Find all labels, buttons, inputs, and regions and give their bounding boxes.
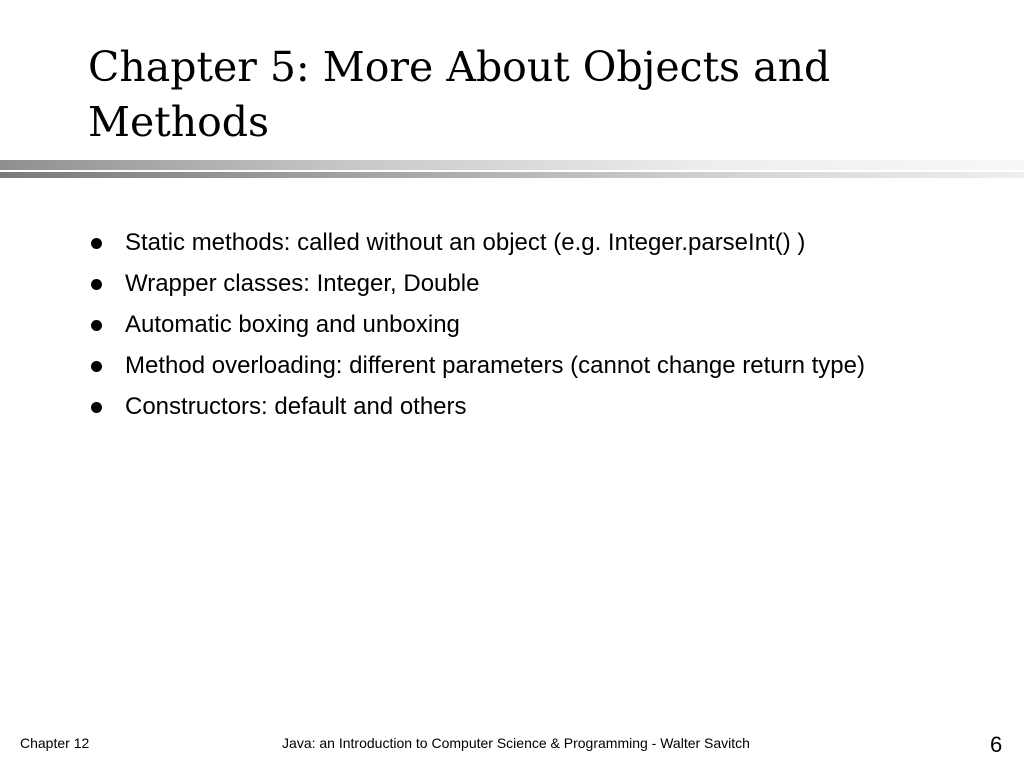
bullet-dot-icon <box>91 238 102 249</box>
bullet-dot-icon <box>91 279 102 290</box>
bullet-item <box>88 390 958 423</box>
bullet-item <box>88 308 958 341</box>
title-divider-bottom <box>0 172 1024 178</box>
bullet-text: Constructors: default and others <box>125 393 467 420</box>
bullet-text: Method overloading: different parameters (cannot change return type) <box>125 352 865 379</box>
bullet-item <box>88 226 958 259</box>
page-number: 6 <box>990 732 1003 757</box>
bullet-text: Automatic boxing and unboxing <box>125 311 460 338</box>
bullet-item <box>88 267 958 300</box>
bullet-list <box>88 226 958 431</box>
title-divider-top <box>0 160 1024 170</box>
slide-title: Chapter 5: More About Objects and Methods <box>88 43 831 146</box>
bullet-dot-icon <box>91 320 102 331</box>
bullet-dot-icon <box>91 361 102 372</box>
bullet-dot-icon <box>91 402 102 413</box>
footer-source-text: Java: an Introduction to Computer Science & Programming - Walter Savitch <box>282 735 750 751</box>
bullet-item <box>88 349 958 382</box>
footer-chapter-label: Chapter 12 <box>20 735 90 751</box>
bullet-text: Static methods: called without an object (e.g. Integer.parseInt() ) <box>125 229 806 256</box>
bullet-text: Wrapper classes: Integer, Double <box>125 270 480 297</box>
